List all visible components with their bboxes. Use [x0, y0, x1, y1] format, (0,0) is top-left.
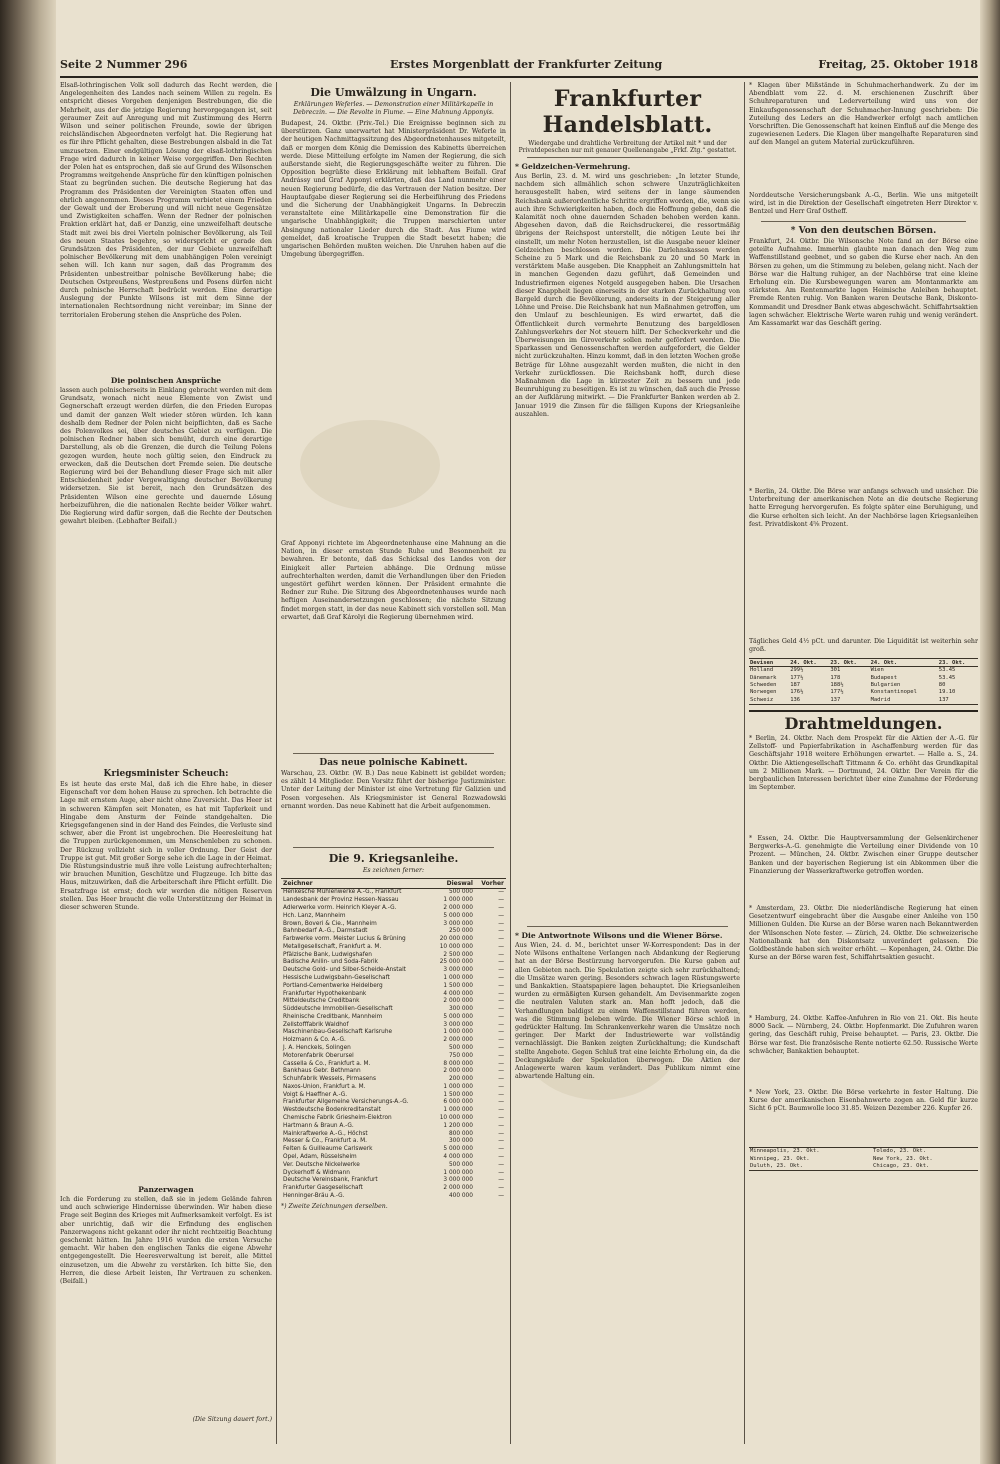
table-row — [749, 1147, 978, 1155]
session-note: (Die Sitzung dauert fort.) — [192, 1416, 272, 1423]
rate-cell: Bulgarien — [870, 682, 901, 689]
table-header-row — [749, 659, 978, 667]
subscriber-name: Messer & Co., Frankfurt a. M. — [283, 1138, 367, 1145]
exchange-rates-table — [749, 658, 978, 705]
article-text: Es ist heute das erste Mal, daß ich die Ehre habe, in dieser Eigenschaft vor dem hohen Hause zu sprechen. Ich betrachte die Lage mit ernstem Auge, aber nicht ohne Zuversicht. Das Heer ist in schweren Kämpfen seit Monaten, es hat mit Tapferkeit und Hingabe dem Ansturm der Feinde standgehalten. Die Kriegsgefangenen sind in der Hand des Feindes, die Verluste sind schwer, aber die Front ist ungebrochen. Die Heeresleitung hat die Truppen zurückgenommen, um Menschenleben zu schonen. Der Rückzug vollzieht sich in voller Ordnung. Der Geist der Truppe ist gut. Mit großer Sorge sehe ich die Lage in der Heimat. Die Rüstungsindustrie muß ihre volle Leistung aufrechterhalten; wir brauchen Munition, Geschütze und Flugzeuge. Ich bitte das Haus, mitzuwirken, daß die Arbeiterschaft ihre Pflicht erfüllt. Die Ersatzfrage ist ernst; doch wir werden die nötigen Reserven stellen. Das Heer braucht die volle Unterstützung der Heimat in dieser schweren Stunde. — [60, 781, 272, 912]
previous-amount: — — [498, 936, 504, 943]
table-row — [281, 998, 506, 1006]
subscriber-name: Mainkraftwerke A.-G., Höchst — [283, 1130, 368, 1137]
rate-cell: Schweden — [750, 682, 777, 689]
subscription-amount: 5 000 000 — [443, 1146, 473, 1153]
rate-cell: 136 — [790, 696, 801, 703]
table-row — [281, 905, 506, 913]
subscription-amount: 300 000 — [448, 1138, 473, 1145]
subscription-amount: 3 000 000 — [443, 920, 473, 927]
table-row — [281, 936, 506, 944]
subscriber-name: Mitteldeutsche Creditbank — [283, 998, 360, 1005]
table-row — [281, 1185, 506, 1193]
table-row — [281, 1014, 506, 1022]
article-text: * New York, 23. Oktbr. Die Börse verkehrte in fester Haltung. Die Kurse der amerikanischen Eisenbahnwerte zogen an. Geld für kurze Sicht 6 pCt. Baumwolle loco 31.85. Weizen Dezember 226. Kupfer 26. — [749, 1088, 978, 1113]
previous-amount: — — [498, 1122, 504, 1129]
subscriber-name: Landesbank der Provinz Hessen-Nassau — [283, 897, 399, 904]
subscription-amount: 800 000 — [448, 1130, 473, 1137]
column-header: 23. Okt. — [829, 659, 869, 667]
previous-amount: — — [498, 912, 504, 919]
subscriber-name: Voigt & Haeffner A.-G. — [283, 1091, 348, 1098]
subscriber-name: J. A. Henckels, Solingen — [283, 1045, 351, 1052]
previous-amount: — — [498, 959, 504, 966]
previous-amount: — — [498, 1130, 504, 1137]
table-caption: Es zeichnen ferner: — [362, 867, 425, 874]
previous-amount: — — [498, 967, 504, 974]
page-header — [60, 58, 978, 78]
table-row — [749, 667, 978, 675]
article-text: Tägliches Geld 4½ pCt. und darunter. Die Liquidität ist weiterhin sehr groß. — [749, 638, 978, 654]
subscription-amount: 1 200 000 — [443, 1122, 473, 1129]
previous-amount: — — [498, 1146, 504, 1153]
newspaper-page — [60, 48, 978, 1444]
previous-amount: — — [498, 1045, 504, 1052]
market-cell: Minneapolis, 23. Okt. — [750, 1148, 820, 1155]
table-row — [749, 1155, 978, 1162]
previous-amount: — — [498, 1177, 504, 1184]
subscription-amount: 500 000 — [448, 1161, 473, 1168]
table-row — [281, 889, 506, 897]
subscription-amount: 1 000 000 — [443, 1169, 473, 1176]
previous-amount: — — [498, 1192, 504, 1199]
table-row — [281, 1021, 506, 1029]
market-cell: New York, 23. Okt. — [873, 1155, 933, 1162]
previous-amount: — — [498, 943, 504, 950]
article-headline: Die Umwälzung in Ungarn. — [310, 86, 477, 99]
article-text: Elsaß-lothringischen Volk soll dadurch das Recht werden, die Angelegenheiten des Landes nach seinem Willen zu regeln. Es entspricht dieses Vorgehen denjenigen Bestrebungen, die die Mehrheit, aus der die jetzige Regierung hervorgegangen ist, seit geraumer Zeit auf Anregung und mit Zustimmung des Herrn Wilson und seiner politischen Freunde, sowie der übrigen reichsländischen Abgeordneten verfolgt hat. Die Regierung hat es für ihre Pflicht gehalten, diese Bestrebungen alsbald in die Tat umzusetzen. Einer endgültigen Lösung der elsaß-lothringischen Frage wird dadurch in keiner Weise vorgegriffen. Den Rechten der Polen hat es entsprochen, daß sie auf Grund des Wilsonschen Programms weitgehende Ansprüche für den künftigen polnischen Staat zu begründen suchen. Die deutsche Regierung hat das Programm des Präsidenten der Vereinigten Staaten offen und ehrlich angenommen. Dieses Programm verbietet einem Frieden der Gewalt und der Eroberung und will nicht neue Gegensätze und Zwistigkeiten schaffen. Wenn der Redner der polnischen Fraktion erklärt hat, daß er Danzig, eine unzweifelhaft deutsche Stadt mit zwei bis drei Vierteln polnischer Bevölkerung, als Teil des neuen Staates begehre, so widerspricht er gerade den Grundsätzen des Präsidenten, der nur Gebiete unzweifelhaft polnischer Bevölkerung mit dem unabhängigen Polen vereinigt sehen will. Ich kann nur sagen, daß das Programm des Präsidenten unbestreitbar polnische Bevölkerung habe; die Deutschen Ostpreußens, Westpreußens und Posens dürfen nicht durch polnische Herrschaft bedrückt werden. Eine derartige Auslegung der Punkte Wilsons ist mit dem Sinne der internationalen Rechtsordnung nicht vereinbar; im Sinne der territorialen Eroberung stehen die Ansprüche des Polen. — [60, 82, 272, 319]
rate-cell: Madrid — [870, 696, 891, 703]
previous-amount: — — [498, 1153, 504, 1160]
article-text: Budapest, 24. Oktbr. (Priv.-Tel.) Die Ereignisse beginnen sich zu überstürzen. Ganz unerwartet hat Ministerpräsident Dr. Weferle in der heutigen Nachmittagssitzung des Abgeordnetenhauses mitgeteilt, daß er morgen dem König die Demission des Kabinetts überreichen werde. Diese Mitteilung erfolgte im Namen der Regierung, die sich außerstande sieht, die Regierungsgeschäfte weiter zu führen. Die Opposition begrüßte diese Erklärung mit lebhaftem Beifall. Graf Andrássy und Graf Apponyi erklärten, daß das Land nunmehr einer neuen Regierung bedürfe, die das Vertrauen der Nation besitze. Der Hauptaufgabe dieser Regierung sei die Herbeiführung des Friedens und die Sicherung der Unabhängigkeit Ungarns. In Debreczin veranstaltete eine Militärkapelle eine Demonstration für die ungarische Unabhängigkeit; die Truppen marschierten unter Absingung nationaler Lieder durch die Stadt. Aus Fiume wird gemeldet, daß kroatische Truppen die Stadt besetzt haben; die ungarischen Behörden mußten weichen. Die Unruhen haben auf die Umgebung übergegriffen. — [281, 120, 506, 259]
previous-amount: — — [498, 1107, 504, 1114]
subscription-amount: 1 000 000 — [443, 974, 473, 981]
table-row — [281, 1045, 506, 1053]
rate-cell: 177½ — [790, 674, 804, 681]
subscription-amount: 2 000 000 — [443, 1068, 473, 1075]
table-row — [281, 1146, 506, 1154]
table-row — [281, 982, 506, 990]
table-row — [281, 951, 506, 959]
table-row — [281, 1076, 506, 1084]
column-rule — [510, 82, 511, 1444]
subscriber-name: Motorenfabrik Oberursel — [283, 1052, 354, 1059]
table-row — [281, 1161, 506, 1169]
column-header: 24. Okt. — [870, 659, 938, 667]
column-rule — [276, 82, 277, 1444]
table-row — [281, 1052, 506, 1060]
subscription-amount: 3 000 000 — [443, 967, 473, 974]
article-text: * Klagen über Mißstände in Schuhmacherhandwerk. Zu der im Abendblatt vom 22. d. M. erschienenen Zuschrift über Schuhreparaturen und Lederverteilung wird uns von der Einkaufsgenossenschaft der Schuhmacher-Innung geschrieben: Die Zuteilung des Leders an die Handwerker erfolgt nach amtlichen Vorschriften. Die Genossenschaft hat keinen Einfluß auf die Menge des zugewiesenen Leders. Die Klagen über mangelhafte Reparaturen sind auf den Mangel an gutem Material zurückzuführen. — [749, 82, 978, 147]
subscription-amount: 25 000 000 — [439, 959, 473, 966]
article-text: * Berlin, 24. Oktbr. Nach dem Prospekt für die Aktien der A.-G. für Zellstoff- und Papierfabrikation in Aschaffenburg werden für das Geschäftsjahr 1918 weitere Erhöhungen erwartet. — Halle a. S., 24. Oktbr. Die Aktiengesellschaft Tittmann & Co. erhöht das Grundkapital um 2 Millionen Mark. — Dortmund, 24. Oktbr. Der Verein für die bergbaulichen Interessen berichtet über eine Zunahme der Förderung im September. — [749, 734, 978, 792]
rate-cell: 19.10 — [938, 689, 956, 696]
article-text: * Berlin, 24. Oktbr. Die Börse war anfangs schwach und unsicher. Die Unterbreitung der amerikanischen Note an die deutsche Regierung hatte Erregung hervorgerufen. Es folgte später eine Beruhigung, und die Kurse erholten sich leicht. An der Nachbörse lagen Kriegsanleihen fest. Privatdiskont 4⅝ Prozent. — [749, 488, 978, 528]
rate-cell: 137 — [938, 696, 949, 703]
table-row — [281, 1192, 506, 1200]
article-text: Frankfurt, 24. Oktbr. Die Wilsonsche Note fand an der Börse eine geteilte Aufnahme. Immerhin glaubte man danach den Weg zum Waffenstillstand geebnet, und so gaben die Kurse eher nach. An den Börsen zu gehen, um die Stimmung zu beleben, gelang nicht. Nach der Börse war die Haltung ruhiger, an der Nachbörse trat eine kleine Erholung ein. Die Kursbewegungen waren am Montanmarkte am stärksten. Am Rentenmarkte lagen Heimische Anleihen behauptet. Fremde Renten ruhig. Von Banken waren Deutsche Bank, Diskonto-Kommandit und Dresdner Bank etwas abgeschwächt. Schiffahrtsaktien lagen schwächer. Elektrische Werte waren ruhig und wenig verändert. Am Kassamarkt war das Geschäft gering. — [749, 238, 978, 328]
article-headline: * Die Antwortnote Wilsons und die Wiener Börse. — [515, 931, 723, 940]
subscription-amount: 2 000 000 — [443, 998, 473, 1005]
subscription-amount: 3 000 000 — [443, 1021, 473, 1028]
article-text: Ich die Forderung zu stellen, daß sie in jedem Gelände fahren und auch schwierige Hindernisse überwinden. Wir haben diese Frage seit Beginn des Krieges mit Aufmerksamkeit verfolgt. Es ist aber unrichtig, daß wir die Erfindung des englischen Panzerwagens nicht gekannt oder ihr nicht rechtzeitig Beachtung geschenkt hätten. Im Jahre 1916 wurden die ersten Versuche gemacht. Wir haben den englischen Tanks die eigene Abwehr entgegengestellt. Die Heeresverwaltung ist bereit, alle Mittel einzusetzen, um die Abwehr zu verstärken. Ich bitte Sie, den Herren, die diese Arbeit leisten, Ihr Vertrauen zu schenken. (Beifall.) — [60, 1196, 272, 1286]
rate-cell: Norwegen — [750, 689, 777, 696]
subscription-amount: 250 000 — [448, 928, 473, 935]
subscription-amount: 1 500 000 — [443, 982, 473, 989]
previous-amount: — — [498, 1052, 504, 1059]
table-row — [749, 697, 978, 705]
masthead-notice: Wiedergabe und drahtliche Verbreitung der Artikel mit * und der Privatdepeschen nur mit genauer Quellenangabe „Frkf. Ztg.“ gestattet. — [518, 140, 737, 154]
subscription-amount: 4 000 000 — [443, 990, 473, 997]
previous-amount: — — [498, 1006, 504, 1013]
subscription-amount: 10 000 000 — [439, 1115, 473, 1122]
subscriber-name: Holzmann & Co. A.-G. — [283, 1037, 346, 1044]
previous-amount: — — [498, 1037, 504, 1044]
table-row — [281, 1037, 506, 1045]
section-heading: Kriegsminister Scheuch: — [103, 769, 229, 779]
table-header-row — [281, 879, 506, 889]
previous-amount: — — [498, 1161, 504, 1168]
subscription-amount: 2 000 000 — [443, 1185, 473, 1192]
previous-amount: — — [498, 920, 504, 927]
divider — [293, 753, 494, 754]
article-headline: Das neue polnische Kabinett. — [319, 758, 468, 768]
subscription-amount: 8 000 000 — [443, 1060, 473, 1067]
subscription-amount: 1 500 000 — [443, 1091, 473, 1098]
rate-cell: Dänemark — [750, 674, 777, 681]
previous-amount: — — [498, 1068, 504, 1075]
article-subheadline: Erklärungen Weferles. — Demonstration einer Militärkapelle in Debreczin. — Die Revolte in Fiume. — Eine Mahnung Apponyis. — [293, 101, 494, 116]
article-headline: * Geldzeichen-Vermehrung. — [515, 162, 631, 171]
article-text: Aus Berlin, 23. d. M. wird uns geschrieben: „In letzter Stunde, nachdem sich allmählich schon schwere Unzuträglichkeiten herausgestellt haben, wird seitens der in lange säumenden Reichsbank außerordentliche Schritte ergriffen worden, die, wenn sie auch ihre Schwierigkeiten haben, doch die Hoffnung geben, daß die Kalamität noch ohne dauernden Schaden behoben werden kann. Abgesehen davon, daß die Reichsdruckerei, die ressortmäßig übrigens der Reichspost unterstellt, die nötigen Leute bei ihr einstellt, um mehr Noten herzustellen, ist die Ausgabe neuer kleiner Geldzeichen beschlossen worden. Die Darlehnskassen werden Scheine zu 5 Mark und die Reichsbank zu 20 und 50 Mark in verstärktem Maße ausgeben. Die Knappheit an Zahlungsmitteln hat in manchen Gegenden dazu geführt, daß Gemeinden und Industriefirmen eigenes Notgeld ausgegeben haben. Die Ursachen dieser Knappheit liegen einerseits in der starken Zurückhaltung von Bargeld durch die Bevölkerung, anderseits in der Steigerung aller Löhne und Preise. Die Reichsbank hat nun Maßnahmen getroffen, um den Umlauf zu beschleunigen. Es wird erwartet, daß die Öffentlichkeit durch vermehrte Benutzung des bargeldlosen Zahlungsverkehrs der Not steuern hilft. Der Scheckverkehr und die Überweisungen im Giroverkehr sollen mehr gefördert werden. Die Sparkassen und Genossenschaften werden aufgefordert, die Gelder nicht zurückzuhalten. Hinzu kommt, daß in den letzten Wochen große Beträge für Löhne ausgezahlt werden mußten, die nicht in den Verkehr zurückflossen. Die Reichsbank hofft, durch diese Maßnahmen die Lage in kürzester Zeit zu bessern und jede Beunruhigung zu beseitigen. Es ist zu wünschen, daß auch die Presse an der Aufklärung mitwirkt. — Die Frankfurter Banken werden ab 2. Januar 1919 die Zinsen für die fälligen Kupons der Kriegsanleihe auszahlen. — [515, 173, 740, 418]
subscriber-name: Frankfurter Allgemeine Versicherungs-A.-G. — [283, 1099, 409, 1106]
subscriber-name: Chemische Fabrik Griesheim-Elektron — [283, 1115, 392, 1122]
rate-cell: 299½ — [790, 667, 804, 674]
subscriber-name: Rheinische Creditbank, Mannheim — [283, 1013, 383, 1020]
war-loan-table — [281, 878, 506, 1200]
page-edge-right — [980, 0, 1000, 1464]
previous-amount: — — [498, 1138, 504, 1145]
rate-cell: 53.45 — [938, 667, 956, 674]
subscription-amount: 5 000 000 — [443, 912, 473, 919]
previous-amount: — — [498, 1029, 504, 1036]
subscription-amount: 3 000 000 — [443, 1177, 473, 1184]
rate-cell: Wien — [870, 667, 884, 674]
subscription-amount: 1 000 000 — [443, 1029, 473, 1036]
table-row — [281, 1060, 506, 1068]
table-row — [281, 897, 506, 905]
column-header: Devisen — [749, 659, 789, 667]
subscription-amount: 2 000 000 — [443, 1037, 473, 1044]
subscriber-name: Metallgesellschaft, Frankfurt a. M. — [283, 943, 382, 950]
subscriber-name: Pfälzische Bank, Ludwigshafen — [283, 951, 372, 958]
previous-amount: — — [498, 928, 504, 935]
rate-cell: 176½ — [790, 689, 804, 696]
subscriber-name: Schuhfabrik Wessels, Pirmasens — [283, 1076, 376, 1083]
subscriber-name: Maschinenbau-Gesellschaft Karlsruhe — [283, 1029, 393, 1036]
rate-cell: 53.45 — [938, 674, 956, 681]
previous-amount: — — [498, 1076, 504, 1083]
column-3 — [515, 82, 740, 1444]
subscription-amount: 400 000 — [448, 1192, 473, 1199]
subscription-amount: 20 000 000 — [439, 936, 473, 943]
subscriber-name: Felten & Guilleaume Carlswerk — [283, 1146, 373, 1153]
previous-amount: — — [498, 897, 504, 904]
grain-markets-table — [749, 1147, 978, 1171]
subscriber-name: Brown, Boveri & Cie., Mannheim — [283, 920, 377, 927]
table-row — [281, 1084, 506, 1092]
subscription-amount: 2 000 000 — [443, 904, 473, 911]
subscriber-name: Adlerwerke vorm. Heinrich Kleyer A.-G. — [283, 904, 397, 911]
table-row — [281, 1115, 506, 1123]
subscription-amount: 500 000 — [448, 1045, 473, 1052]
market-cell: Chicago, 23. Okt. — [873, 1163, 930, 1170]
previous-amount: — — [498, 1013, 504, 1020]
subscription-amount: 2 500 000 — [443, 951, 473, 958]
article-text: * Amsterdam, 23. Oktbr. Die niederländische Regierung hat einen Gesetzentwurf eingebracht über die Ausgabe einer Anleihe von 150 Millionen Gulden. Die Kurse an der Börse waren nach Bekanntwerden der Wilsonschen Note fester. — Zürich, 24. Oktbr. Die schweizerische Nationalbank hat den Diskontsatz unverändert gelassen. Die Goldbestände haben sich weiter erhöht. — Kopenhagen, 24. Oktbr. Die Kurse an der Börse waren fest, Schiffahrtsaktien gesucht. — [749, 904, 978, 962]
table-row — [281, 1138, 506, 1146]
subscriber-name: Dyckerhoff & Widmann — [283, 1169, 350, 1176]
article-text: Warschau, 23. Oktbr. (W. B.) Das neue Kabinett ist gebildet worden; es zählt 14 Mitglieder. Den Vorsitz führt der bisherige Justizminister. Unter der Leitung der Minister ist eine Vertretung für Galizien und Posen vorgesehen. Als Kriegsminister ist General Rozwadowski ernannt worden. Das neue Kabinett hat die Arbeit aufgenommen. — [281, 770, 506, 810]
market-cell: Winnipeg, 23. Okt. — [750, 1155, 810, 1162]
section-heading: * Von den deutschen Börsen. — [790, 226, 937, 236]
section-masthead: Frankfurter Handelsblatt. — [542, 86, 713, 138]
subscription-amount: 1 000 000 — [443, 897, 473, 904]
subscription-amount: 1 000 000 — [443, 1107, 473, 1114]
previous-amount: — — [498, 990, 504, 997]
table-row — [749, 1163, 978, 1171]
table-row — [281, 1107, 506, 1115]
table-row — [281, 1099, 506, 1107]
section-heading: Drahtmeldungen. — [749, 710, 978, 733]
table-row — [749, 682, 978, 689]
subscriber-name: Frankfurter Gasgesellschaft — [283, 1185, 363, 1192]
column-2 — [281, 82, 506, 1444]
subscriber-name: Hessische Ludwigsbahn-Gesellschaft — [283, 974, 390, 981]
rate-cell: 301 — [830, 667, 841, 674]
footnote: *) Zweite Zeichnungen derselben. — [281, 1203, 388, 1211]
column-header: 24. Okt. — [789, 659, 829, 667]
rate-cell: 177½ — [830, 689, 844, 696]
newspaper-title: Erstes Morgenblatt der Frankfurter Zeitung — [390, 58, 663, 71]
subscriber-name: Ver. Deutsche Nickelwerke — [283, 1161, 360, 1168]
previous-amount: — — [498, 1060, 504, 1067]
column-1 — [60, 82, 272, 1444]
divider — [527, 157, 728, 158]
subscriber-name: Deutsche Vereinsbank, Frankfurt — [283, 1177, 378, 1184]
table-row — [281, 975, 506, 983]
previous-amount: — — [498, 889, 504, 896]
column-header: Vorher — [475, 879, 506, 889]
table-row — [281, 1130, 506, 1138]
subscription-amount: 200 000 — [448, 1076, 473, 1083]
subscriber-name: Hch. Lanz, Mannheim — [283, 912, 346, 919]
table-row — [281, 1177, 506, 1185]
column-4 — [749, 82, 978, 1444]
page-number: Seite 2 Nummer 296 — [60, 58, 188, 71]
table-row — [281, 1029, 506, 1037]
previous-amount: — — [498, 1099, 504, 1106]
subscriber-name: Bahnbedarf A.-G., Darmstadt — [283, 928, 368, 935]
subscription-amount: 750 000 — [448, 1052, 473, 1059]
rate-cell: Budapest — [870, 674, 898, 681]
subscription-amount: 300 000 — [448, 1006, 473, 1013]
subscriber-name: Süddeutsche Immobilien-Gesellschaft — [283, 1006, 393, 1013]
table-row — [281, 967, 506, 975]
subscriber-name: Henkesche Mühlenwerke A.-G., Frankfurt — [283, 889, 402, 896]
column-header: 23. Okt. — [938, 659, 978, 667]
rate-cell: Schweiz — [750, 696, 774, 703]
previous-amount: — — [498, 974, 504, 981]
column-rule — [744, 82, 745, 1444]
subscription-amount: 1 000 000 — [443, 1083, 473, 1090]
table-row — [749, 689, 978, 696]
divider — [527, 926, 728, 927]
table-row — [281, 1006, 506, 1014]
binding-edge-left — [0, 0, 56, 1464]
table-row — [281, 912, 506, 920]
article-text: Norddeutsche Versicherungsbank A.-G., Berlin. Wie uns mitgeteilt wird, ist in die Direktion der Gesellschaft eingetreten Herr Direktor v. Bentzel und Herr Graf Ostheff. — [749, 192, 978, 216]
table-row — [749, 674, 978, 681]
subscriber-name: Frankfurter Hypothekenbank — [283, 990, 367, 997]
table-row — [281, 920, 506, 928]
article-headline: Die 9. Kriegsanleihe. — [328, 852, 459, 865]
subscriber-name: Henninger-Bräu A.-G. — [283, 1192, 345, 1199]
table-row — [281, 990, 506, 998]
article-text: * Essen, 24. Oktbr. Die Hauptversammlung der Gelsenkirchener Bergwerks-A.-G. genehmigte die Verteilung einer Dividende von 10 Prozent. — München, 24. Oktbr. Zwischen einer Gruppe deutscher Banken und der bayerischen Regierung ist ein Abkommen über die Finanzierung der Wasserkraftwerke getroffen worden. — [749, 834, 978, 875]
previous-amount: — — [498, 1185, 504, 1192]
previous-amount: — — [498, 1083, 504, 1090]
table-row — [281, 959, 506, 967]
subscriber-name: Bankhaus Gebr. Bethmann — [283, 1068, 361, 1075]
previous-amount: — — [498, 1169, 504, 1176]
column-header: Zeichner — [281, 879, 432, 889]
rate-cell: Holland — [750, 667, 774, 674]
subscription-amount: 500 000 — [448, 889, 473, 896]
rate-cell: Konstantinopel — [870, 689, 917, 696]
subscription-amount: 4 000 000 — [443, 1153, 473, 1160]
table-row — [281, 1091, 506, 1099]
rate-cell: 188½ — [830, 682, 844, 689]
rate-cell: 187 — [790, 682, 801, 689]
subscriber-name: Opel, Adam, Rüsselsheim — [283, 1153, 357, 1160]
previous-amount: — — [498, 951, 504, 958]
article-text: Graf Apponyi richtete im Abgeordnetenhause eine Mahnung an die Nation, in dieser ernsten Stunde Ruhe und Besonnenheit zu bewahren. Er betonte, daß das Schicksal des Landes von der Einigkeit aller Parteien abhänge. Die Ordnung müsse aufrechterhalten werden, damit die Verhandlungen über den Frieden ungestört geführt werden können. Der Präsident ermahnte die Redner zur Ruhe. Die Sitzung des Abgeordnetenhauses wurde nach heftigen Auseinandersetzungen geschlossen; die nächste Sitzung findet morgen statt, in der das neue Kabinett sich vorstellen soll. Man erwartet, daß Graf Károlyi die Regierung übernehmen wird. — [281, 540, 506, 621]
subscriber-name: Portland-Cementwerke Heidelberg — [283, 982, 383, 989]
subscriber-name: Westdeutsche Bodenkreditanstalt — [283, 1107, 381, 1114]
table-row — [281, 1154, 506, 1162]
table-row — [281, 1068, 506, 1076]
previous-amount: — — [498, 904, 504, 911]
table-row — [281, 928, 506, 936]
previous-amount: — — [498, 998, 504, 1005]
table-row — [281, 1169, 506, 1177]
subscription-amount: 10 000 000 — [439, 943, 473, 950]
article-text: * Hamburg, 24. Oktbr. Kaffee-Anfuhren in Rio von 21. Okt. Bis heute 8000 Sack. — Nürnberg, 24. Oktbr. Hopfenmarkt. Die Zufuhren waren gering, das Geschäft ruhig, Preise behauptet. — Paris, 23. Oktbr. Die Börse war fest. Die französische Rente notierte 62.50. Russische Werte schwächer, Bankaktien behauptet. — [749, 1014, 978, 1055]
rate-cell: 137 — [830, 696, 841, 703]
subscriber-name: Badische Anilin- und Soda-Fabrik — [283, 959, 378, 966]
subscriber-name: Farbwerke vorm. Meister Lucius & Brüning — [283, 936, 406, 943]
subscriber-name: Naxos-Union, Frankfurt a. M. — [283, 1083, 366, 1090]
previous-amount: — — [498, 1115, 504, 1122]
section-heading: Die polnischen Ansprüche — [110, 376, 222, 385]
article-text: Aus Wien, 24. d. M., berichtet unser W-Korrespondent: Das in der Note Wilsons enthaltene Verlangen nach Abdankung der Regierung hat an der Börse Bestürzung hervorgerufen. Die Kurse gaben auf allen Gebieten nach. Die Spekulation zeigte sich sehr zurückhaltend; die Umsätze waren gering. Besonders schwach lagen Rüstungswerte und Bankaktien. Staatspapiere lagen behauptet. Die Kriegsanleihen wurden zu ermäßigten Kursen gehandelt. Am Devisenmarkte zogen die neutralen Valuten stark an. Man hofft jedoch, daß die Verhandlungen baldigst zu einem Waffenstillstand führen werden, was die Stimmung beleben würde. Die Wiener Börse schloß in gedrückter Haltung. Im Schrankenverkehr waren die Umsätze noch geringer. Der Markt der Industriewerte war vollständig vernachlässigt. Die Banken zeigten Zurückhaltung; die Kundschaft stellte Angebote. Gegen Schluß trat eine leichte Erholung ein, da die Deckungskäufe der Spekulation überwogen. Die Aktien der Anlagewerte waren kaum verändert. Das Publikum nimmt eine abwartende Haltung ein. — [515, 942, 740, 1081]
divider — [293, 847, 494, 848]
subscriber-name: Cassella & Co., Frankfurt a. M. — [283, 1060, 371, 1067]
column-header: Dieswal — [432, 879, 475, 889]
previous-amount: — — [498, 982, 504, 989]
subscription-amount: 6 000 000 — [443, 1099, 473, 1106]
article-text: lassen auch polnischerseits in Einklang gebracht werden mit dem Grundsatz, wonach nicht neue Elemente von Zwist und Gegnerschaft erzeugt werden dürfen, die den Frieden Europas und damit der ganzen Welt wieder stören würden. Ich kann deshalb dem Redner der Polen nicht beipflichten, daß es Sache des Polenvolkes sei, über deutsches Gebiet zu verfügen. Die polnischen Redner haben sich bemüht, durch eine derartige Darstellung, als ob die Grenzen, die durch die Teilung Polens gezogen wurden, heute noch gültig seien, den Eindruck zu erwecken, daß die Deutschen dort Fremde seien. Die deutsche Regierung wird bei der Behandlung dieser Frage sich mit aller Entschiedenheit jeder Vergewaltigung deutscher Bevölkerung widersetzen. Sie ist bereit, nach den Grundsätzen des Präsidenten Wilson eine gerechte und dauernde Lösung herbeizuführen, die die nationalen Rechte beider Völker wahrt. Die Regierung wird dafür sorgen, daß die Rechte der Deutschen gewahrt bleiben. (Lebhafter Beifall.) — [60, 387, 272, 526]
divider — [761, 221, 966, 222]
market-cell: Duluth, 23. Okt. — [750, 1163, 803, 1170]
previous-amount: — — [498, 1091, 504, 1098]
rate-cell: 178 — [830, 674, 841, 681]
table-row — [281, 943, 506, 951]
rate-cell: 80 — [938, 682, 946, 689]
subscriber-name: Zellstofffabrik Waldhof — [283, 1021, 349, 1028]
table-row — [281, 1122, 506, 1130]
subscription-amount: 5 000 000 — [443, 1013, 473, 1020]
issue-date: Freitag, 25. Oktober 1918 — [818, 58, 978, 71]
subscriber-name: Deutsche Gold- und Silber-Scheide-Anstalt — [283, 967, 406, 974]
subscriber-name: Hartmann & Braun A.-G. — [283, 1122, 354, 1129]
previous-amount: — — [498, 1021, 504, 1028]
section-heading: Panzerwagen — [138, 1185, 194, 1194]
market-cell: Toledo, 23. Okt. — [873, 1148, 927, 1155]
